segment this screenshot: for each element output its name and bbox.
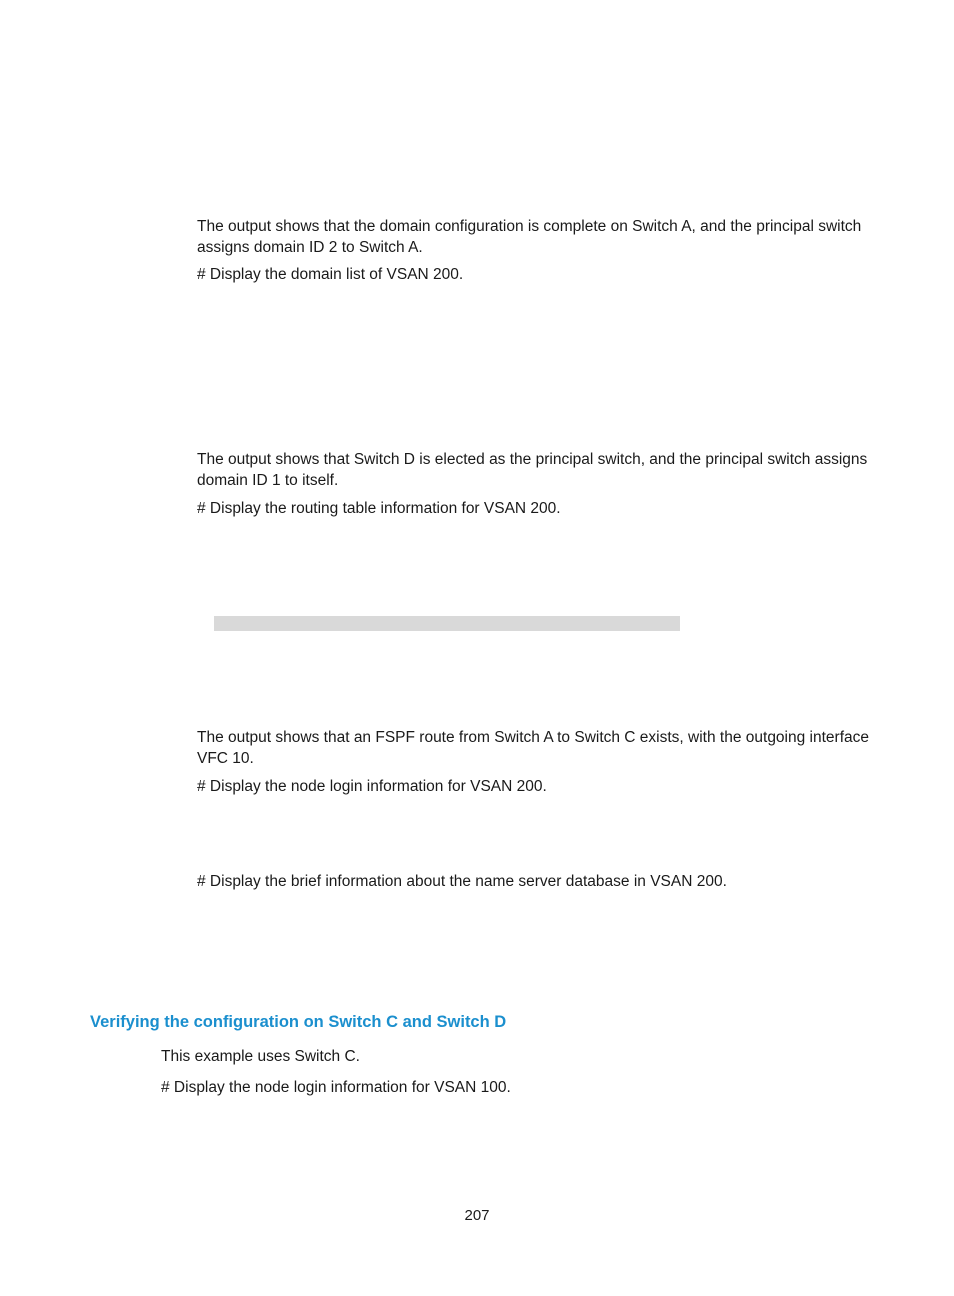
paragraph-display-domain-list: # Display the domain list of VSAN 200. [197, 266, 464, 283]
paragraph-display-node-login-vsan200: # Display the node login information for VSAN 200. [197, 778, 547, 795]
highlight-bar [214, 616, 680, 631]
paragraph-display-routing-table: # Display the routing table information for VSAN 200. [197, 500, 561, 517]
paragraph-display-name-server: # Display the brief information about the name server database in VSAN 200. [197, 873, 727, 890]
paragraph-example-switch-c: This example uses Switch C. [161, 1048, 360, 1065]
paragraph-fspf-route: The output shows that an FSPF route from Switch A to Switch C exists, with the outgoing interface VFC 10. [197, 729, 869, 767]
paragraph-domain-config-complete: The output shows that the domain configuration is complete on Switch A, and the principal switch assigns domain ID 2 to Switch A. [197, 218, 862, 256]
section-heading: Verifying the configuration on Switch C and Switch D [90, 1013, 507, 1031]
paragraph-principal-switch-elected: The output shows that Switch D is elected as the principal switch, and the principal switch assigns domain ID 1 to itself. [197, 451, 868, 489]
page-number: 207 [464, 1207, 490, 1224]
paragraph-display-node-login-vsan100: # Display the node login information for VSAN 100. [161, 1079, 511, 1096]
